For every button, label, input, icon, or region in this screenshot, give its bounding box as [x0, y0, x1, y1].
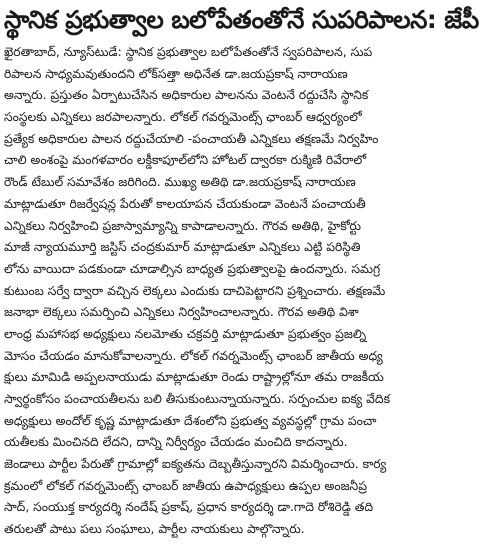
article-line: రౌండ్ టేబుల్ సమావేశం జరిగింది. ముఖ్య అతిథి డా.జయప్రకాష్ నారాయణ: [4, 175, 356, 190]
article-line: రిపాలన సాధ్యమవుతుందని లోక్‌సత్తా అధినేత డా.జయప్రకాష్ నారాయణ: [4, 66, 348, 81]
article-line: జనాభా లెక్కలు సమర్పించి ఎన్నికలు నిర్వహించాలన్నారు. గౌరవ అతిథి విశా: [4, 305, 359, 320]
article-line: లాంధ్ర మహాసభ అధ్యక్షులు నలమోతు చక్రవర్తి మాట్లాడుతూ ప్రభుత్వం ప్రజల్ని: [4, 326, 367, 341]
article-line: చాలి అంశంపై మంగళవారం లక్డీకాపూల్‌లోని హోటల్ ద్వారకా రుక్మిణి రివేరాలో: [4, 153, 367, 168]
article-line: అన్నారు. ప్రస్తుతం ఏర్పాటుచేసిన అధికారుల పాలనను వెంటనే రద్దుచేసి స్థానిక: [4, 88, 369, 103]
article-line: జెండాలు పార్టీల పేరుతో గ్రామాల్లో ఐక్యతను దెబ్బతీస్తున్నారని విమర్శించారు. కార్య: [4, 457, 387, 472]
article-line: యతీలకు మించినది లేదని, దాన్ని నిర్వీర్యం చేయడం మంచిది కాదన్నారు.: [4, 435, 348, 450]
article-line: కుటుంబ సర్వే ద్వారా వచ్చిన లెక్కలు ఎందుకు దాచిపెట్టారని ప్రశ్నించారు. తక్షణమే: [4, 283, 386, 298]
article-line: సంస్థలకు ఎన్నికలు జరపాలన్నారు. లోకల్ గవర్నమెంట్స్ ఛాంబర్ ఆధ్వర్యంలో: [4, 110, 362, 125]
article-line: స్వార్థంకోసం పంచాయతీలను బలి తీసుకుంటున్నాయన్నారు. సర్పంచుల ఐక్య వేదిక: [4, 392, 391, 406]
article-line: సాద్, సంయుక్త కార్యదర్శి నందేష్ ప్రకాష్, ప్రధాన కార్యదర్శి డా.గాదె రోశిరెడ్డి తది: [4, 500, 374, 515]
article-line: మాజీ న్యాయమూర్తి జస్టిస్ చంద్రకుమార్ మాట్లాడుతూ ఎన్నికలు ఎట్టి పరిస్థితి: [4, 240, 361, 255]
article-line: క్షులు మామిడి అప్పలనాయుడు మాట్లాడుతూ రెండు రాష్ట్రాల్లోనూ తమ రాజకీయ: [4, 370, 384, 385]
article-line: ప్రత్యేక అధికారుల పాలన రద్దుచేయాలి -పంచాయతీ ఎన్నికలు తక్షణమే నిర్వహిం: [4, 131, 379, 146]
article-headline: స్థానిక ప్రభుత్వాల బలోపేతంతోనే సుపరిపాలన: జేపీ: [4, 5, 479, 34]
article-line: లోను వాయిదా పడకుండా చూడాల్సిన బాధ్యత ప్రభుత్వాలపై ఉందన్నారు. సమగ్ర: [4, 261, 381, 276]
article-line: ఖైరతాబాద్, న్యూస్‌టుడే: స్థానిక ప్రభుత్వాల బలోపేతంతోనే స్వపరిపాలన, సుప: [4, 45, 373, 59]
article-line: క్రమంలో లోకల్ గవర్నమెంట్స్ ఛాంబర్ జాతీయ ఉపాధ్యక్షులు ఉప్పల అంజనీప్ర: [4, 478, 367, 493]
article-line: మాట్లాడుతూ రిజర్వేషన్ల పేరుతో కాలయాపన చేయకుండా వెంటనే పంచాయతీ: [4, 196, 366, 211]
article-line: తరులతో పాటు పలు సంఘాలు, పార్టీల నాయకులు పాల్గొన్నారు.: [4, 522, 305, 537]
article-line: అధ్యక్షులు అందోల్ కృష్ణ మాట్లాడుతూ దేశంలోని ప్రభుత్వ వ్యవస్థల్లో గ్రామ పంచా: [4, 413, 377, 428]
article-line: ఎన్నికలు నిర్వహించి ప్రజాస్వామ్యాన్ని కాపాడాలన్నారు. గౌరవ అతిథి, హైకోర్టు: [4, 218, 361, 233]
article-line: మోసం చేయడం మానుకోవాలన్నారు. లోకల్ గవర్నమెంట్స్ ఛాంబర్ జాతీయ అధ్య: [4, 348, 383, 363]
article-body: [4, 42, 480, 541]
